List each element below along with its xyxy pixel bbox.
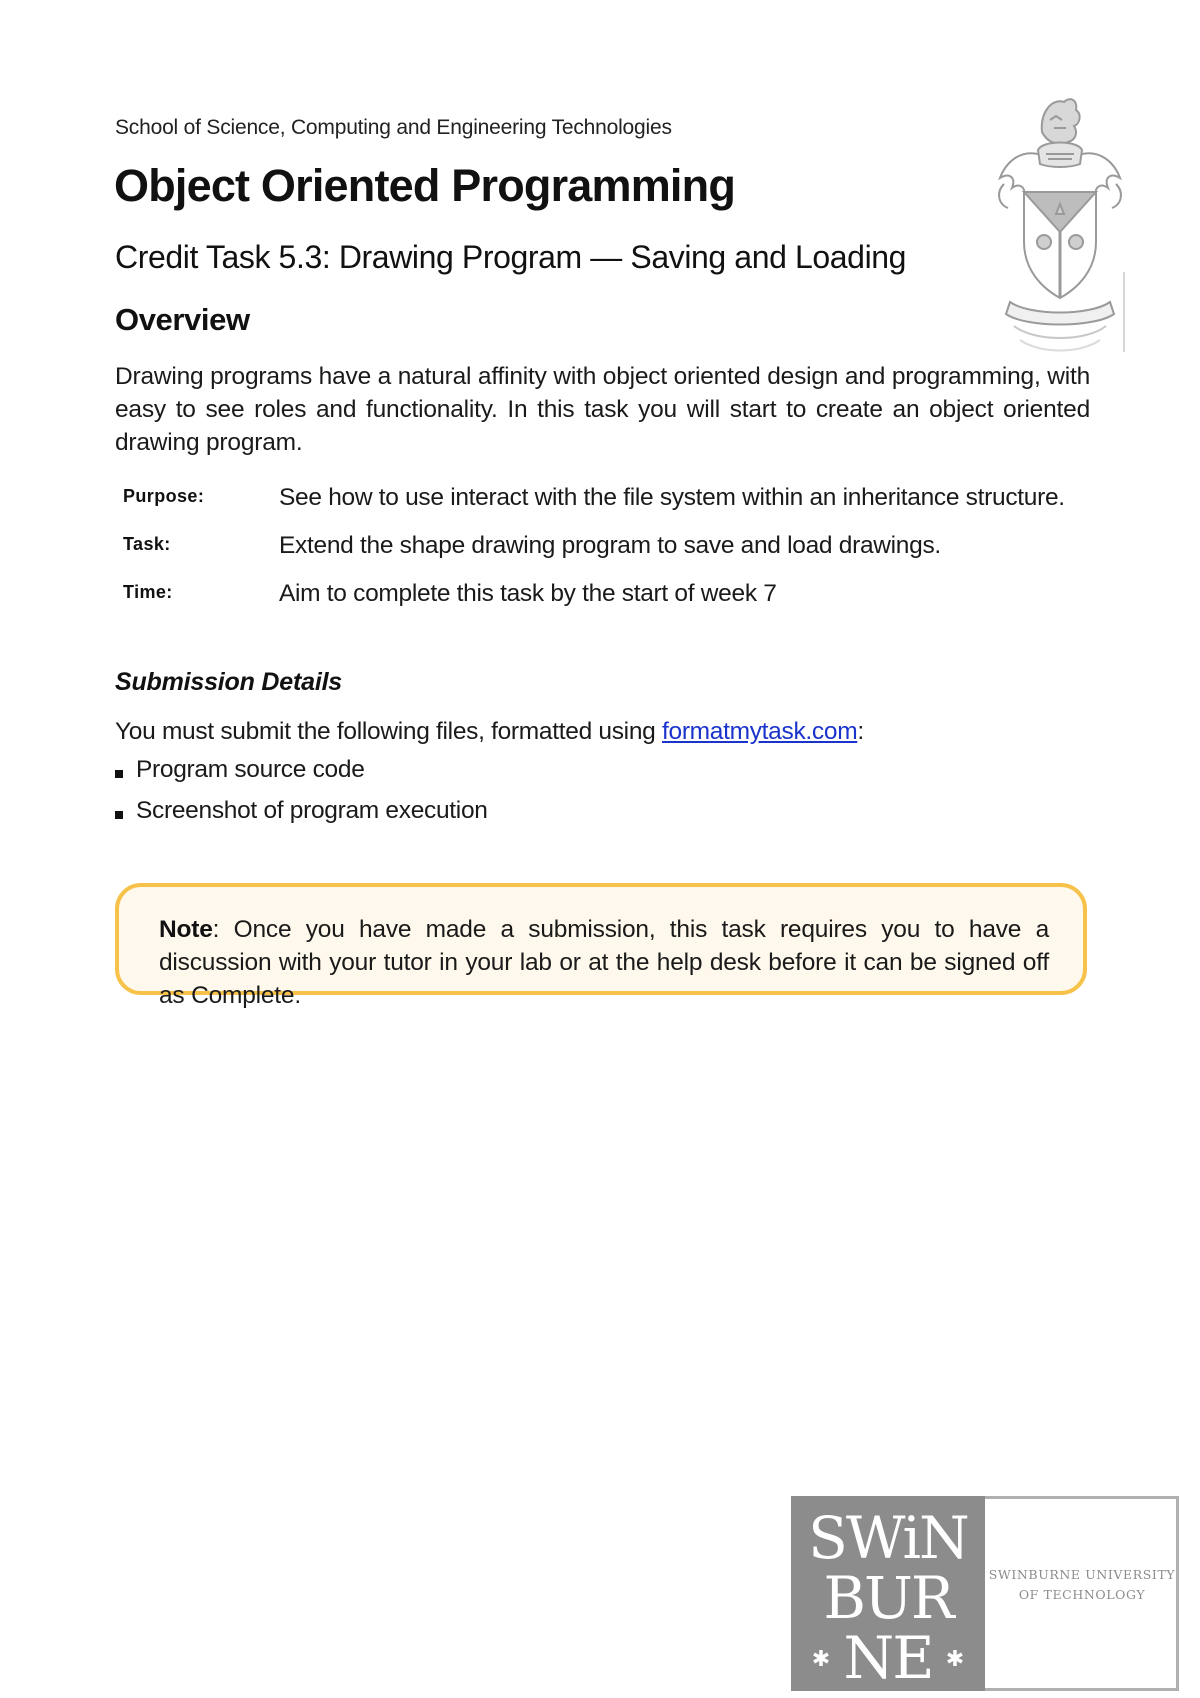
overview-heading: Overview bbox=[115, 302, 250, 337]
task-label: Task: bbox=[123, 534, 171, 554]
task-title: Credit Task 5.3: Drawing Program — Saving and Loading bbox=[115, 239, 907, 275]
time-row bbox=[115, 580, 1095, 628]
university-name-line1: SWINBURNE UNIVERSITY bbox=[988, 1567, 1176, 1582]
purpose-row bbox=[115, 484, 1095, 532]
submission-intro-text: You must submit the following files, formatted using bbox=[115, 718, 662, 745]
note-body: : Once you have made a submission, this task requires you to have a discussion with your tutor in your lab or at the help desk before it can be signed off as Complete. bbox=[159, 916, 1049, 1009]
formatmytask-link[interactable]: formatmytask.com bbox=[661, 718, 858, 745]
note-text bbox=[159, 913, 1049, 1012]
school-name: School of Science, Computing and Engineering Technologies bbox=[115, 116, 672, 139]
svg-text:✱: ✱ bbox=[811, 1647, 831, 1672]
task-info-table bbox=[115, 484, 1095, 628]
list-item bbox=[115, 797, 488, 838]
list-item bbox=[115, 756, 488, 797]
square-bullet-icon bbox=[115, 770, 123, 778]
university-name bbox=[985, 1565, 1179, 1605]
square-bullet-icon bbox=[115, 811, 123, 819]
submission-file-list bbox=[115, 756, 488, 838]
submission-intro bbox=[115, 718, 864, 746]
time-value: Aim to complete this task by the start of week 7 bbox=[279, 580, 777, 607]
wordmark-line1: SWiN bbox=[808, 1504, 968, 1572]
university-crest-icon bbox=[990, 92, 1130, 362]
swinburne-wordmark-icon bbox=[791, 1496, 985, 1691]
university-name-line2: OF TECHNOLOGY bbox=[1018, 1587, 1146, 1602]
time-label: Time: bbox=[123, 582, 173, 602]
wordmark-line2: BUR bbox=[823, 1564, 953, 1632]
purpose-value: See how to use interact with the file system within an inheritance structure. bbox=[279, 484, 1065, 511]
file-item-label: Program source code bbox=[136, 756, 365, 783]
wordmark-line3: NE bbox=[843, 1624, 933, 1691]
university-name-panel bbox=[985, 1496, 1179, 1691]
submission-heading: Submission Details bbox=[115, 668, 343, 696]
overview-text: Drawing programs have a natural affinity with object oriented design and programming, with easy to see roles and functionality. In this task you will start to create an object oriented drawing program. bbox=[115, 363, 1090, 456]
purpose-label: Purpose: bbox=[123, 486, 205, 506]
submission-intro-colon: : bbox=[857, 718, 864, 745]
swinburne-logo bbox=[791, 1496, 985, 1691]
note-callout bbox=[115, 883, 1087, 1009]
task-value: Extend the shape drawing program to save and load drawings. bbox=[279, 532, 941, 559]
task-row bbox=[115, 532, 1095, 580]
svg-text:✱: ✱ bbox=[945, 1647, 965, 1672]
note-label: Note bbox=[159, 916, 213, 943]
file-item-label: Screenshot of program execution bbox=[136, 797, 488, 824]
unit-title: Object Oriented Programming bbox=[114, 160, 736, 211]
